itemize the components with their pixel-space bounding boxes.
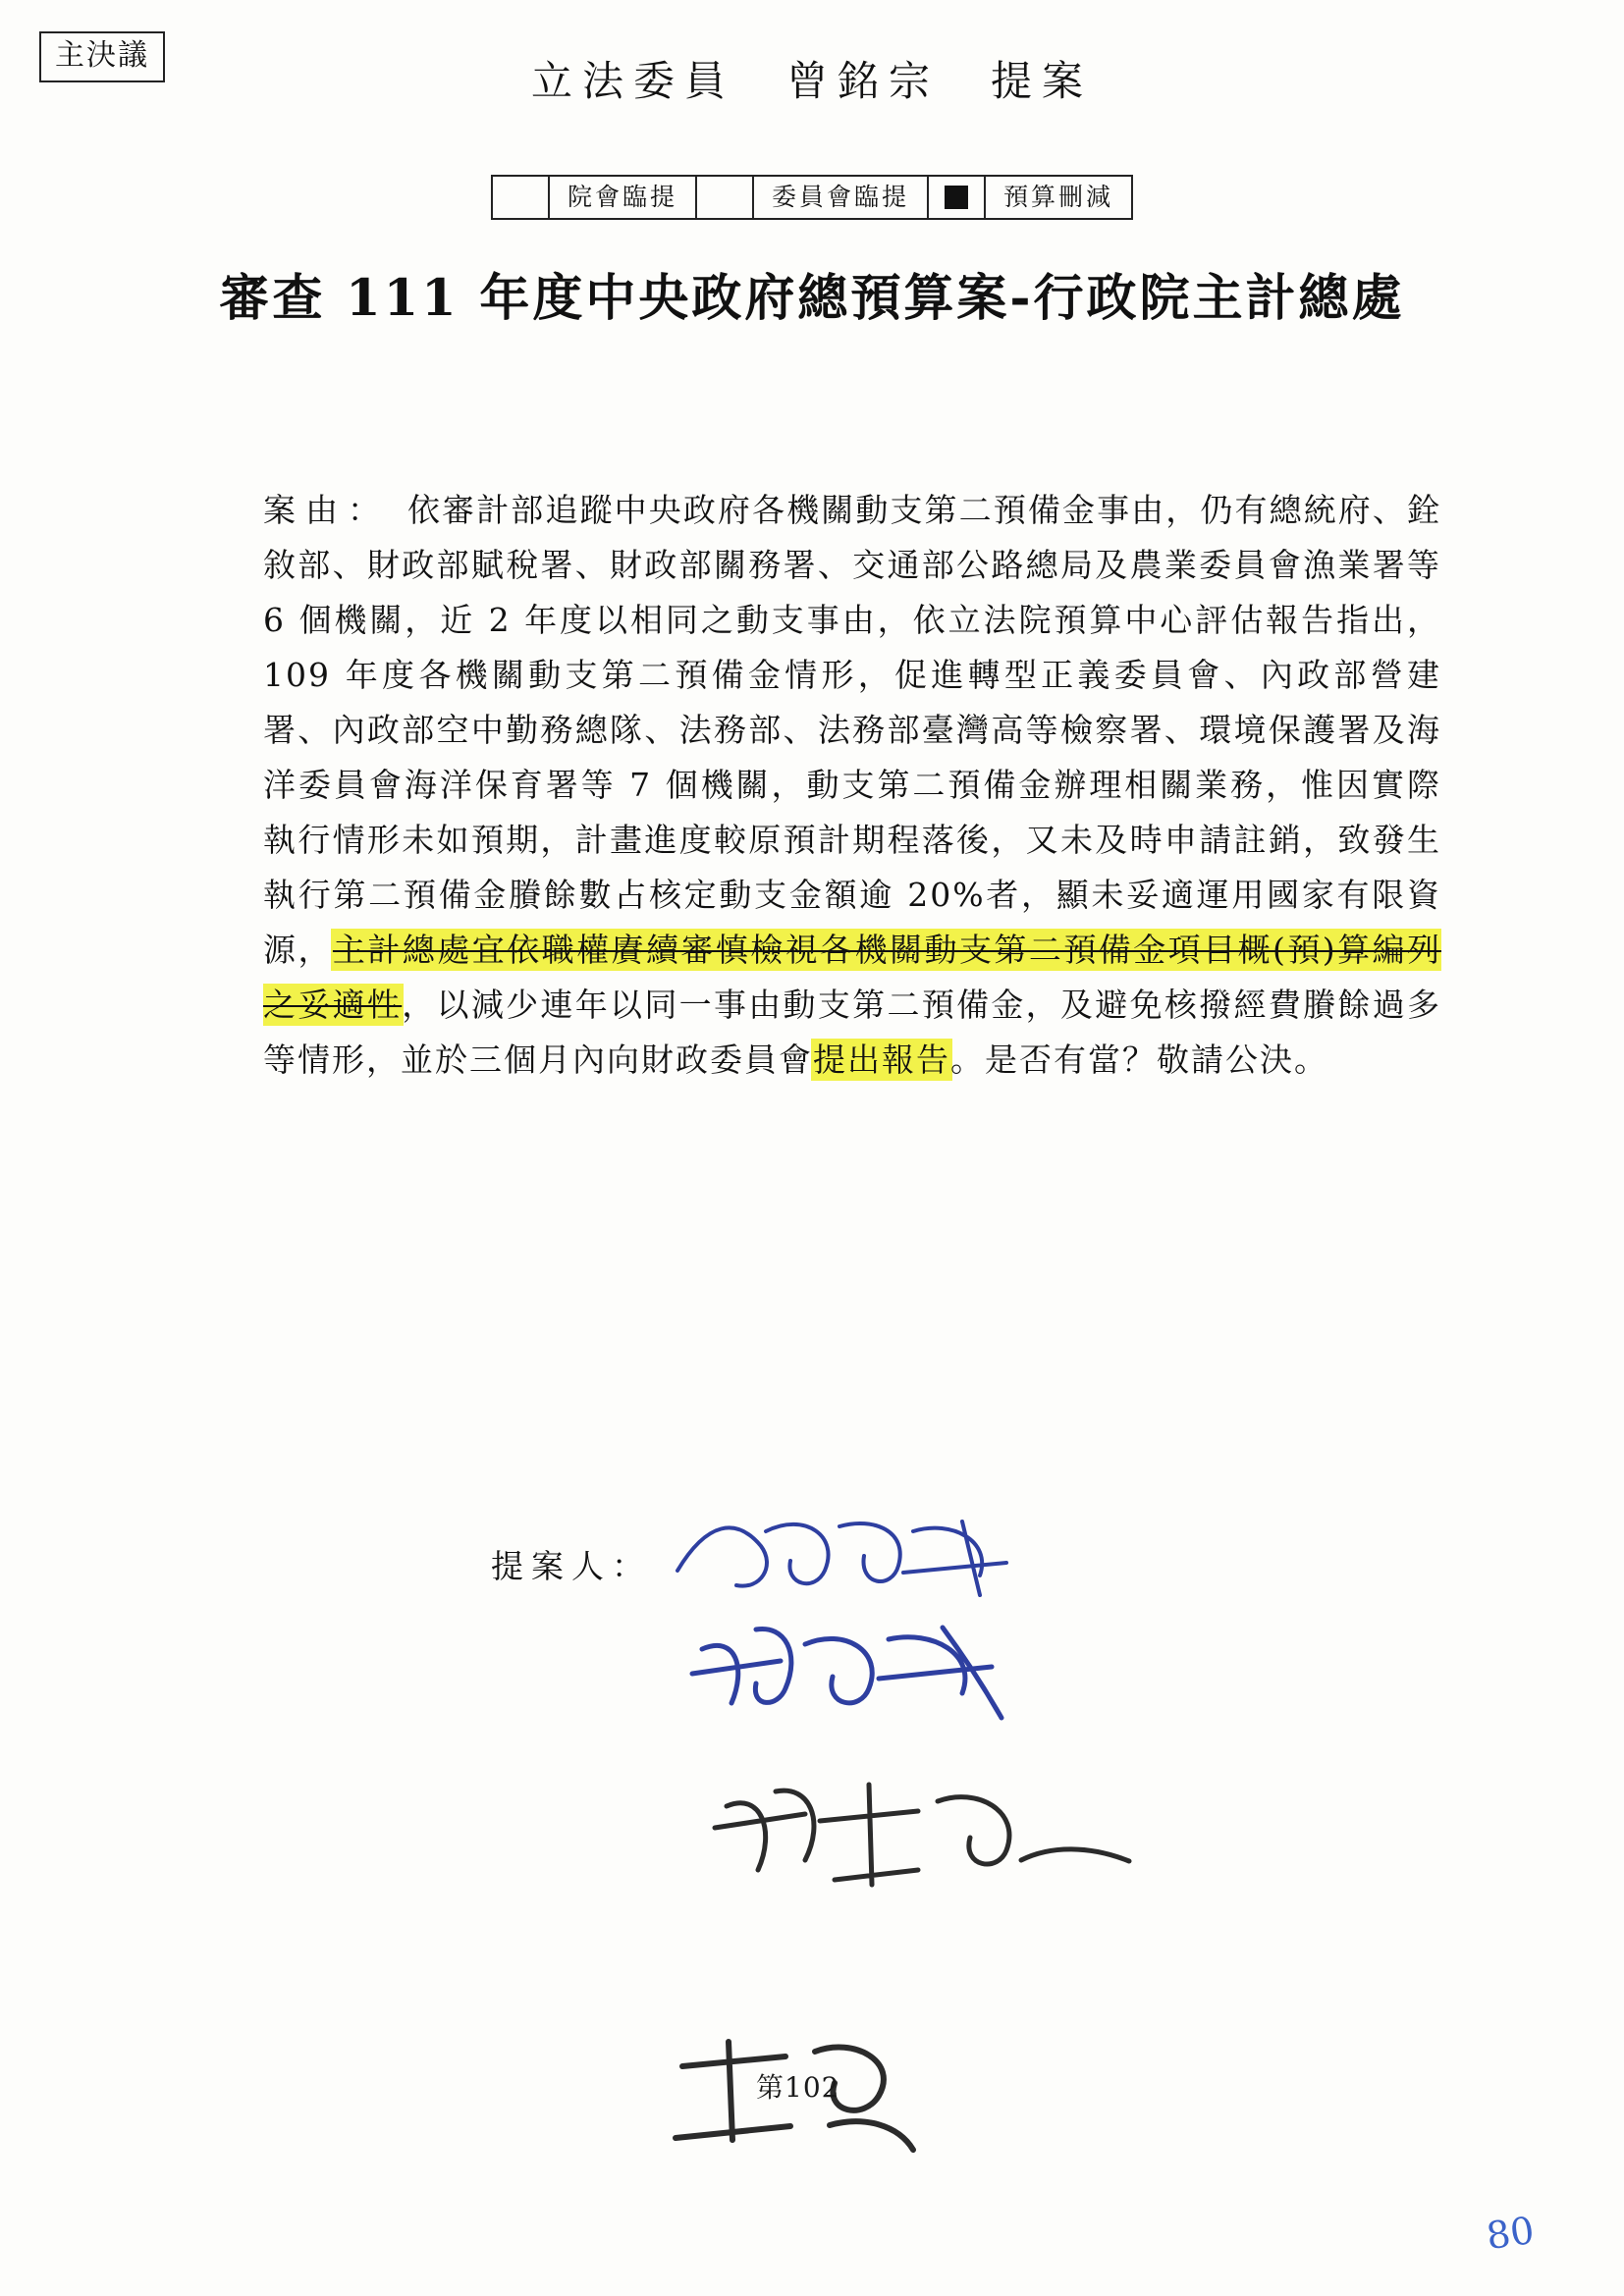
checkbox-label-budget-cut: 預算刪減 xyxy=(1003,183,1114,211)
case-body-part-1-highlight: 主計總處宜依職權賡續審慎檢視各機關動支第二預備金項目概(預)算編列之妥適性 xyxy=(263,931,1442,1024)
case-body-part-2: ，以減少連年以同一事由動支第二預備金，及避免核撥經費賸餘過多等情形，並於三個月內向財政委員會 xyxy=(263,986,1442,1079)
checkbox-cell-1[interactable] xyxy=(697,177,929,218)
case-body-label: 案由： xyxy=(263,491,390,529)
checkbox-cell-0[interactable] xyxy=(493,177,697,218)
checkbox-icon-committee-motion[interactable] xyxy=(697,177,754,218)
case-body-part-0: 依審計部追蹤中央政府各機關動支第二預備金事由，仍有總統府、銓敘部、財政部賦稅署、財政部關務署、交通部公路總局及農業委員會漁業署等 6 個機關，近 2 年度以相同之動支事由，依立法院預算中心評估報告指出，109 年度各機關動支第二預備金情形，促進轉型正義委員會、內政部營建署、內政部空中勤務總隊、法務部、法務部臺灣高等檢察署、環境保護署及海洋委員會海洋保育署等 7 個機關，動支第二預備金辦理相關業務，惟因實際執行情形未如預期，計畫進度較原預計期程落後，又未及時申請註銷，致發生執行第二預備金賸餘數占核定動支金額逾 20%者，顯未妥適運用國家有限資源， xyxy=(263,491,1441,969)
checkbox-icon-budget-cut[interactable] xyxy=(929,177,986,218)
checkbox-label-committee-motion: 委員會臨提 xyxy=(771,183,910,211)
proposer-label: 提案人： xyxy=(491,1547,652,1585)
page-number: 第102 xyxy=(756,2071,840,2104)
checkbox-icon-house-motion[interactable] xyxy=(493,177,550,218)
case-body-part-3-highlight: 提出報告 xyxy=(813,1041,950,1079)
corner-mark: 80 xyxy=(1483,2208,1537,2259)
proposal-type-row xyxy=(491,175,1133,220)
checkbox-label-house-motion: 院會臨提 xyxy=(567,183,677,211)
signature-3 xyxy=(707,1767,1139,1914)
page-title: 審查 111 年度中央政府總預算案-行政院主計總處 xyxy=(219,269,1405,328)
case-body-part-4: 。是否有當？敬請公決。 xyxy=(950,1041,1328,1079)
signature-2 xyxy=(687,1610,1011,1737)
checkbox-cell-2[interactable] xyxy=(929,177,1131,218)
signature-1 xyxy=(668,1502,1021,1610)
case-body xyxy=(263,483,1441,1088)
resolution-stamp: 主決議 xyxy=(39,31,165,82)
page-heading: 立法委員 曾銘宗 提案 xyxy=(530,57,1093,105)
